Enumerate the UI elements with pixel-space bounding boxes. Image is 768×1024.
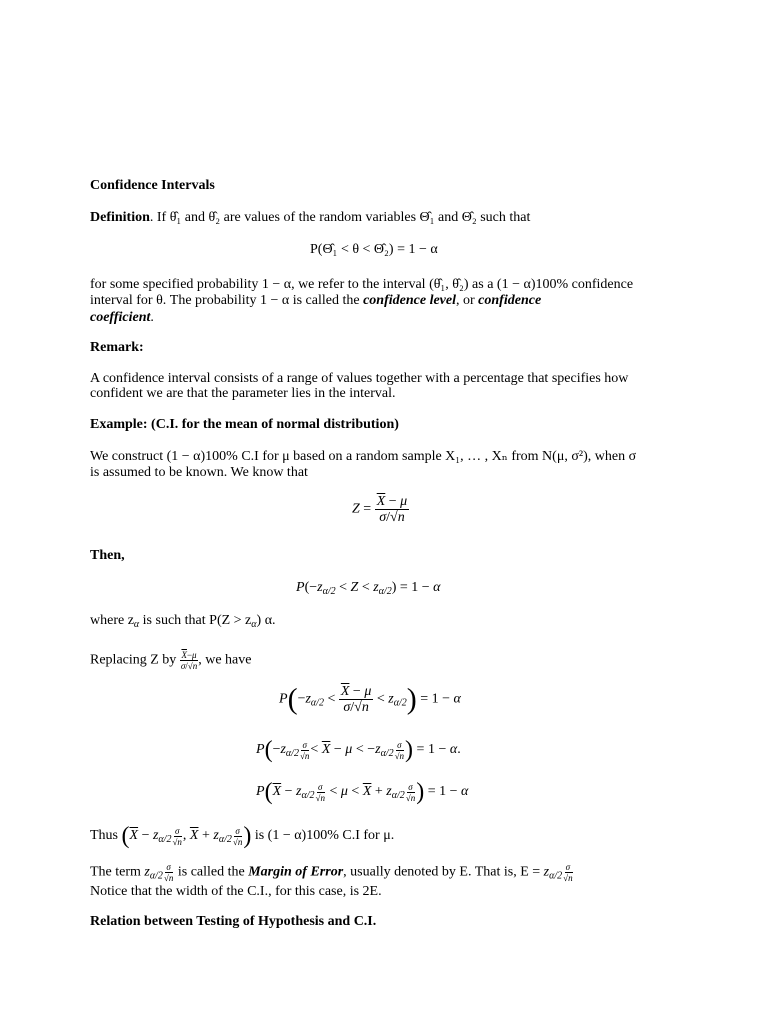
example-line2: is assumed to be known. We know that bbox=[90, 465, 308, 480]
definition-para-line2: interval for θ. The probability 1 − α is called the confidence level, or confidence bbox=[90, 293, 542, 308]
definition-para-line1: for some specified probability 1 − α, we refer to the interval (θ̂₁, θ̂₂) as a (1 − α)100% confidence bbox=[90, 277, 634, 292]
definition-text: . If θ̂₁ and θ̂₂ are values of the random variables Θ̂₁ and Θ̂₂ such that bbox=[149, 210, 531, 225]
then-label: Then, bbox=[90, 548, 125, 563]
term-coefficient: coefficient bbox=[90, 310, 151, 325]
example-line1: We construct (1 − α)100% C.I for μ based on a random sample X₁, … , Xₙ from N(μ, σ²), when σ bbox=[90, 449, 637, 464]
prob-rearranged-equation: $P(-z_{\alpha/2}$ $\frac{\sigma}{√n}$ < $\overline{X} - \mu < -z_{\alpha/2}$ $\frac{\sigma}{√n}$ ) = 1 − α. bbox=[256, 737, 461, 763]
term-confidence: confidence bbox=[478, 293, 542, 308]
prob-z-equation: $P(-z_{\alpha/2} < Z < z_{\alpha/2}) = 1 - \alpha$ bbox=[296, 580, 441, 597]
where-line: where $z_\alpha$ is such that $P(Z > z_\alpha)$ α. bbox=[90, 613, 276, 630]
term-margin-of-error: Margin of Error bbox=[248, 864, 344, 880]
section-title: Confidence Intervals bbox=[90, 178, 215, 193]
example-heading: Example: (C.I. for the mean of normal distribution) bbox=[90, 417, 399, 432]
replacing-line: Replacing Z by $\frac{\overline{X}-\mu}{\sigma/√n}$ , we have bbox=[90, 650, 252, 671]
width-line: Notice that the width of the C.I., for this case, is 2E. bbox=[90, 884, 382, 899]
definition-para-line3: coefficient. bbox=[90, 310, 154, 325]
z-equation: Z = $\frac{\overline{X} - \mu}{\sigma/√n}$ bbox=[352, 494, 408, 525]
remark-line1: A confidence interval consists of a range of values together with a percentage that specifies how bbox=[90, 371, 629, 386]
remark-line2: confident we are that the parameter lies in the interval. bbox=[90, 386, 396, 401]
definition-label: Definition bbox=[90, 210, 150, 225]
term-confidence-level: confidence level bbox=[363, 293, 456, 308]
margin-line: The term $z_{\alpha/2}$ $\frac{\sigma}{√n}$ is called the Margin of Error, usually denoted by E. That is, $E = z_{\alpha/2}$ $\frac{\sigma}{√n}$ bbox=[90, 862, 573, 883]
definition-line bbox=[90, 210, 530, 226]
prob-standardized-equation: $P(-z_{\alpha/2}$ < $\frac{\overline{X} - \mu}{\sigma/√n}$ < $z_{\alpha/2}) = 1 - \alpha$ bbox=[279, 682, 461, 716]
relation-heading: Relation between Testing of Hypothesis and C.I. bbox=[90, 914, 377, 929]
prob-interval-equation: $P(\overline{X} - z_{\alpha/2}$ $\frac{\sigma}{√n}$ < $\mu < \overline{X} + z_{\alpha/2}$ $\frac{\sigma}{√n}$ ) = 1 − α bbox=[256, 779, 469, 805]
remark-label: Remark: bbox=[90, 340, 144, 355]
thus-line: Thus ($\overline{X} - z_{\alpha/2}$ $\frac{\sigma}{√n}$ , $\overline{X} + z_{\alpha/2}$ $\frac{\sigma}{√n}$ ) is (1 − α)100% C.I for μ. bbox=[90, 823, 395, 849]
definition-equation: P(Θ̂₁ < θ < Θ̂₂) = 1 − α bbox=[310, 242, 438, 257]
